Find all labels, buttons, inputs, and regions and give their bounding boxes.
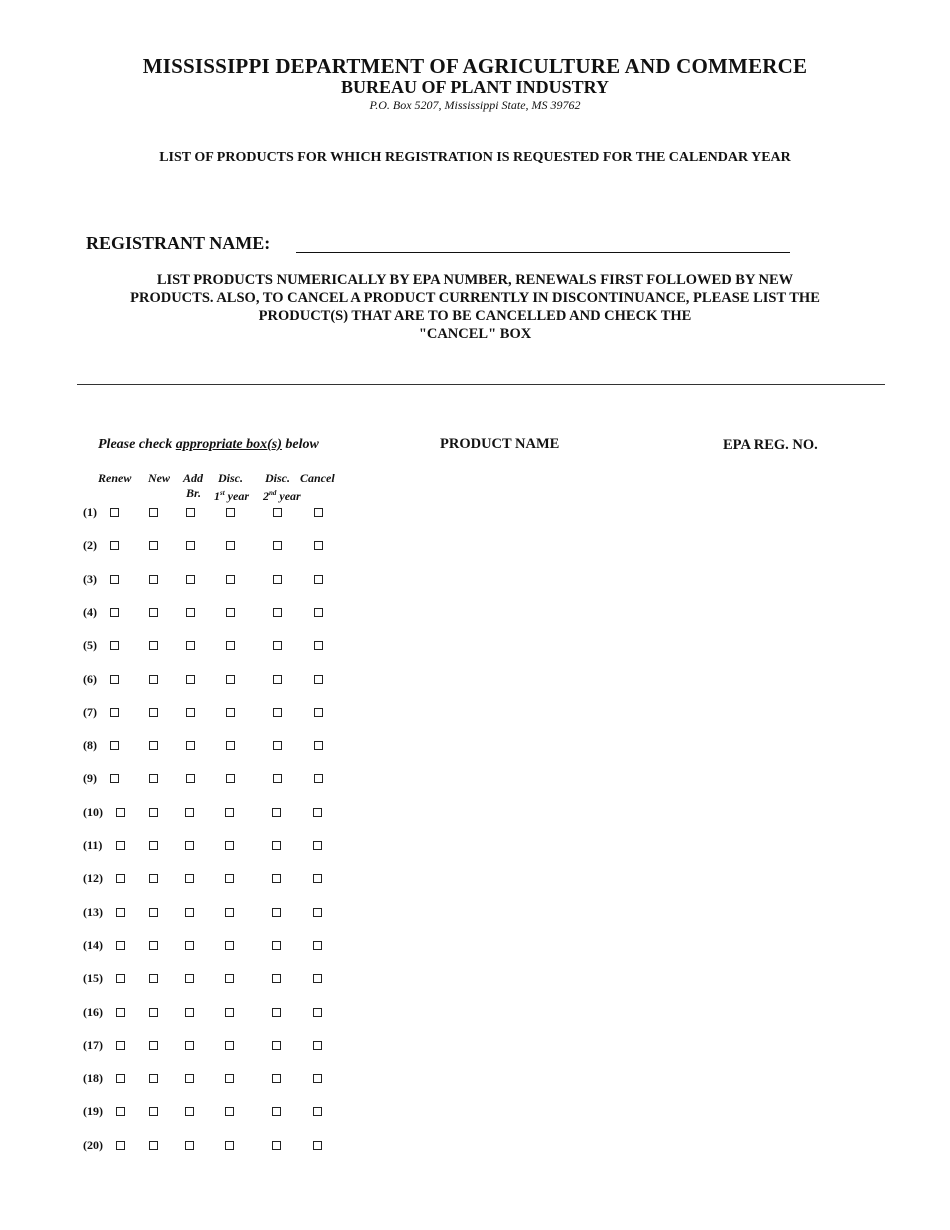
disc-1st-year-checkbox[interactable] — [225, 941, 234, 950]
disc-1st-year-checkbox[interactable] — [225, 874, 234, 883]
renew-checkbox[interactable] — [116, 1041, 125, 1050]
new-checkbox[interactable] — [149, 575, 158, 584]
new-checkbox[interactable] — [149, 808, 158, 817]
cancel-checkbox[interactable] — [314, 541, 323, 550]
add-br-checkbox[interactable] — [186, 641, 195, 650]
row-number: (3) — [83, 572, 97, 586]
add-br-checkbox[interactable] — [185, 1107, 194, 1116]
add-br-checkbox[interactable] — [185, 974, 194, 983]
row-number: (15) — [83, 971, 103, 985]
new-checkbox[interactable] — [149, 708, 158, 717]
disc-2nd-year-checkbox[interactable] — [272, 908, 281, 917]
row-number: (9) — [83, 771, 97, 785]
new-checkbox[interactable] — [149, 974, 158, 983]
add-br-checkbox[interactable] — [185, 1008, 194, 1017]
row-number: (14) — [83, 938, 103, 952]
product-name-header: PRODUCT NAME — [440, 436, 560, 452]
cancel-checkbox[interactable] — [313, 941, 322, 950]
renew-checkbox[interactable] — [116, 1008, 125, 1017]
check-note — [98, 437, 319, 453]
cancel-checkbox[interactable] — [314, 675, 323, 684]
add-br-checkbox[interactable] — [186, 708, 195, 717]
new-checkbox[interactable] — [149, 1107, 158, 1116]
disc-2nd-year-checkbox[interactable] — [272, 1141, 281, 1150]
address: P.O. Box 5207, Mississippi State, MS 39762 — [369, 98, 581, 112]
disc-2nd-year-checkbox[interactable] — [273, 508, 282, 517]
row-number: (7) — [83, 705, 97, 719]
row-number: (10) — [83, 805, 103, 819]
new-checkbox[interactable] — [149, 874, 158, 883]
new-checkbox[interactable] — [149, 1041, 158, 1050]
new-checkbox[interactable] — [149, 941, 158, 950]
row-number: (13) — [83, 905, 103, 919]
row-number: (1) — [83, 505, 97, 519]
renew-checkbox[interactable] — [116, 1141, 125, 1150]
renew-checkbox[interactable] — [116, 908, 125, 917]
row-number: (6) — [83, 672, 97, 686]
cancel-checkbox[interactable] — [313, 1141, 322, 1150]
disc-2nd-year-checkbox[interactable] — [272, 1074, 281, 1083]
add-br-checkbox[interactable] — [186, 575, 195, 584]
cancel-header: Cancel — [300, 471, 335, 485]
renew-checkbox[interactable] — [110, 575, 119, 584]
disc-2nd-year-checkbox[interactable] — [272, 1008, 281, 1017]
disc-1st-year-checkbox[interactable] — [226, 641, 235, 650]
disc-2nd-year-checkbox[interactable] — [272, 808, 281, 817]
cancel-checkbox[interactable] — [314, 741, 323, 750]
cancel-checkbox[interactable] — [313, 1041, 322, 1050]
disc-1st-year-checkbox[interactable] — [225, 1074, 234, 1083]
list-heading: LIST OF PRODUCTS FOR WHICH REGISTRATION IS REQUESTED FOR THE CALENDAR YEAR — [159, 150, 791, 165]
instructions — [95, 271, 855, 343]
new-checkbox[interactable] — [149, 841, 158, 850]
add-br-checkbox[interactable] — [185, 1141, 194, 1150]
disc-2nd-year-checkbox[interactable] — [273, 774, 282, 783]
disc-1st-year-checkbox[interactable] — [225, 908, 234, 917]
row-number: (19) — [83, 1104, 103, 1118]
disc-2nd-year-checkbox[interactable] — [272, 1041, 281, 1050]
disc-1st-year-checkbox[interactable] — [225, 1107, 234, 1116]
add-br-checkbox[interactable] — [186, 541, 195, 550]
add-br-checkbox[interactable] — [186, 608, 195, 617]
renew-checkbox[interactable] — [110, 541, 119, 550]
disc1-header-line2: 1st year — [214, 489, 249, 503]
add-br-checkbox[interactable] — [185, 908, 194, 917]
new-checkbox[interactable] — [149, 1141, 158, 1150]
disc-1st-year-checkbox[interactable] — [225, 974, 234, 983]
renew-checkbox[interactable] — [116, 974, 125, 983]
registrant-name-field[interactable] — [296, 252, 790, 253]
bureau-name: BUREAU OF PLANT INDUSTRY — [341, 77, 609, 97]
new-checkbox[interactable] — [149, 1074, 158, 1083]
add-header-line1: Add — [183, 471, 204, 485]
cancel-checkbox[interactable] — [313, 808, 322, 817]
check-note-before: Please check — [98, 437, 176, 452]
renew-checkbox[interactable] — [110, 774, 119, 783]
add-br-checkbox[interactable] — [185, 874, 194, 883]
disc-1st-year-checkbox[interactable] — [226, 575, 235, 584]
disc-2nd-year-checkbox[interactable] — [272, 1107, 281, 1116]
renew-checkbox[interactable] — [116, 841, 125, 850]
disc2-header-line1: Disc. — [265, 471, 290, 485]
disc-1st-year-checkbox[interactable] — [226, 541, 235, 550]
row-number: (20) — [83, 1138, 103, 1152]
renew-checkbox[interactable] — [116, 1074, 125, 1083]
cancel-checkbox[interactable] — [314, 641, 323, 650]
disc-2nd-year-checkbox[interactable] — [273, 708, 282, 717]
disc-2nd-year-checkbox[interactable] — [272, 974, 281, 983]
renew-checkbox[interactable] — [110, 708, 119, 717]
epa-reg-no-header: EPA REG. NO. — [723, 437, 818, 453]
new-checkbox[interactable] — [149, 541, 158, 550]
add-br-checkbox[interactable] — [186, 508, 195, 517]
row-number: (16) — [83, 1005, 103, 1019]
new-checkbox[interactable] — [149, 508, 158, 517]
row-number: (17) — [83, 1038, 103, 1052]
row-number: (2) — [83, 538, 97, 552]
disc-1st-year-checkbox[interactable] — [226, 774, 235, 783]
disc-2nd-year-checkbox[interactable] — [273, 741, 282, 750]
new-checkbox[interactable] — [149, 774, 158, 783]
renew-checkbox[interactable] — [110, 741, 119, 750]
divider — [77, 384, 885, 385]
disc-1st-year-checkbox[interactable] — [226, 708, 235, 717]
disc-2nd-year-checkbox[interactable] — [272, 941, 281, 950]
instructions-line: PRODUCT(S) THAT ARE TO BE CANCELLED AND CHECK THE — [258, 308, 692, 324]
disc-1st-year-checkbox[interactable] — [225, 841, 234, 850]
new-checkbox[interactable] — [149, 908, 158, 917]
check-note-after: below — [281, 437, 319, 452]
page-title: MISSISSIPPI DEPARTMENT OF AGRICULTURE AND COMMERCE — [142, 54, 808, 78]
cancel-checkbox[interactable] — [314, 774, 323, 783]
disc-1st-year-checkbox[interactable] — [225, 1008, 234, 1017]
new-checkbox[interactable] — [149, 1008, 158, 1017]
cancel-checkbox[interactable] — [314, 575, 323, 584]
disc-1st-year-header — [214, 471, 249, 504]
renew-checkbox[interactable] — [116, 808, 125, 817]
renew-checkbox[interactable] — [110, 508, 119, 517]
new-header: New — [148, 471, 170, 485]
new-checkbox[interactable] — [149, 741, 158, 750]
add-br-checkbox[interactable] — [185, 841, 194, 850]
disc-1st-year-checkbox[interactable] — [226, 675, 235, 684]
disc-1st-year-checkbox[interactable] — [225, 1141, 234, 1150]
row-number: (11) — [83, 838, 103, 852]
cancel-checkbox[interactable] — [313, 874, 322, 883]
disc-1st-year-checkbox[interactable] — [226, 508, 235, 517]
cancel-checkbox[interactable] — [313, 1074, 322, 1083]
disc-2nd-year-checkbox[interactable] — [272, 874, 281, 883]
row-number: (12) — [83, 871, 103, 885]
row-number: (8) — [83, 738, 97, 752]
disc-2nd-year-checkbox[interactable] — [273, 675, 282, 684]
cancel-checkbox[interactable] — [313, 1008, 322, 1017]
add-br-checkbox[interactable] — [185, 941, 194, 950]
disc-2nd-year-checkbox[interactable] — [273, 641, 282, 650]
disc-2nd-year-checkbox[interactable] — [273, 575, 282, 584]
disc-2nd-year-header — [263, 471, 301, 504]
add-br-checkbox[interactable] — [186, 774, 195, 783]
renew-header: Renew — [98, 471, 132, 485]
cancel-checkbox[interactable] — [314, 608, 323, 617]
new-checkbox[interactable] — [149, 608, 158, 617]
disc-1st-year-checkbox[interactable] — [225, 1041, 234, 1050]
disc-1st-year-checkbox[interactable] — [226, 741, 235, 750]
renew-checkbox[interactable] — [116, 941, 125, 950]
add-br-checkbox[interactable] — [186, 741, 195, 750]
cancel-checkbox[interactable] — [314, 508, 323, 517]
new-checkbox[interactable] — [149, 641, 158, 650]
renew-checkbox[interactable] — [116, 1107, 125, 1116]
add-br-checkbox[interactable] — [185, 1074, 194, 1083]
disc-1st-year-checkbox[interactable] — [225, 808, 234, 817]
renew-checkbox[interactable] — [110, 675, 119, 684]
disc1-header-line1: Disc. — [218, 471, 243, 485]
disc-2nd-year-checkbox[interactable] — [273, 541, 282, 550]
disc-2nd-year-checkbox[interactable] — [272, 841, 281, 850]
add-br-checkbox[interactable] — [185, 1041, 194, 1050]
cancel-checkbox[interactable] — [313, 841, 322, 850]
row-number: (4) — [83, 605, 97, 619]
add-br-checkbox[interactable] — [185, 808, 194, 817]
cancel-checkbox[interactable] — [313, 908, 322, 917]
disc-1st-year-checkbox[interactable] — [226, 608, 235, 617]
row-number: (5) — [83, 638, 97, 652]
renew-checkbox[interactable] — [110, 641, 119, 650]
disc2-header-line2: 2nd year — [263, 489, 301, 503]
new-checkbox[interactable] — [149, 675, 158, 684]
cancel-checkbox[interactable] — [314, 708, 323, 717]
add-header-line2: Br. — [186, 486, 202, 500]
add-br-checkbox[interactable] — [186, 675, 195, 684]
disc-2nd-year-checkbox[interactable] — [273, 608, 282, 617]
instructions-line: LIST PRODUCTS NUMERICALLY BY EPA NUMBER, RENEWALS FIRST FOLLOWED BY NEW — [156, 272, 794, 288]
cancel-checkbox[interactable] — [313, 974, 322, 983]
renew-checkbox[interactable] — [110, 608, 119, 617]
renew-checkbox[interactable] — [116, 874, 125, 883]
instructions-line: "CANCEL" BOX — [418, 326, 532, 342]
add-br-header — [183, 471, 203, 501]
instructions-line: PRODUCTS. ALSO, TO CANCEL A PRODUCT CURRENTLY IN DISCONTINUANCE, PLEASE LIST THE — [130, 290, 820, 306]
registrant-name-label: REGISTRANT NAME: — [86, 233, 271, 253]
check-note-underlined: appropriate box(s) — [175, 437, 282, 452]
cancel-checkbox[interactable] — [313, 1107, 322, 1116]
row-number: (18) — [83, 1071, 103, 1085]
